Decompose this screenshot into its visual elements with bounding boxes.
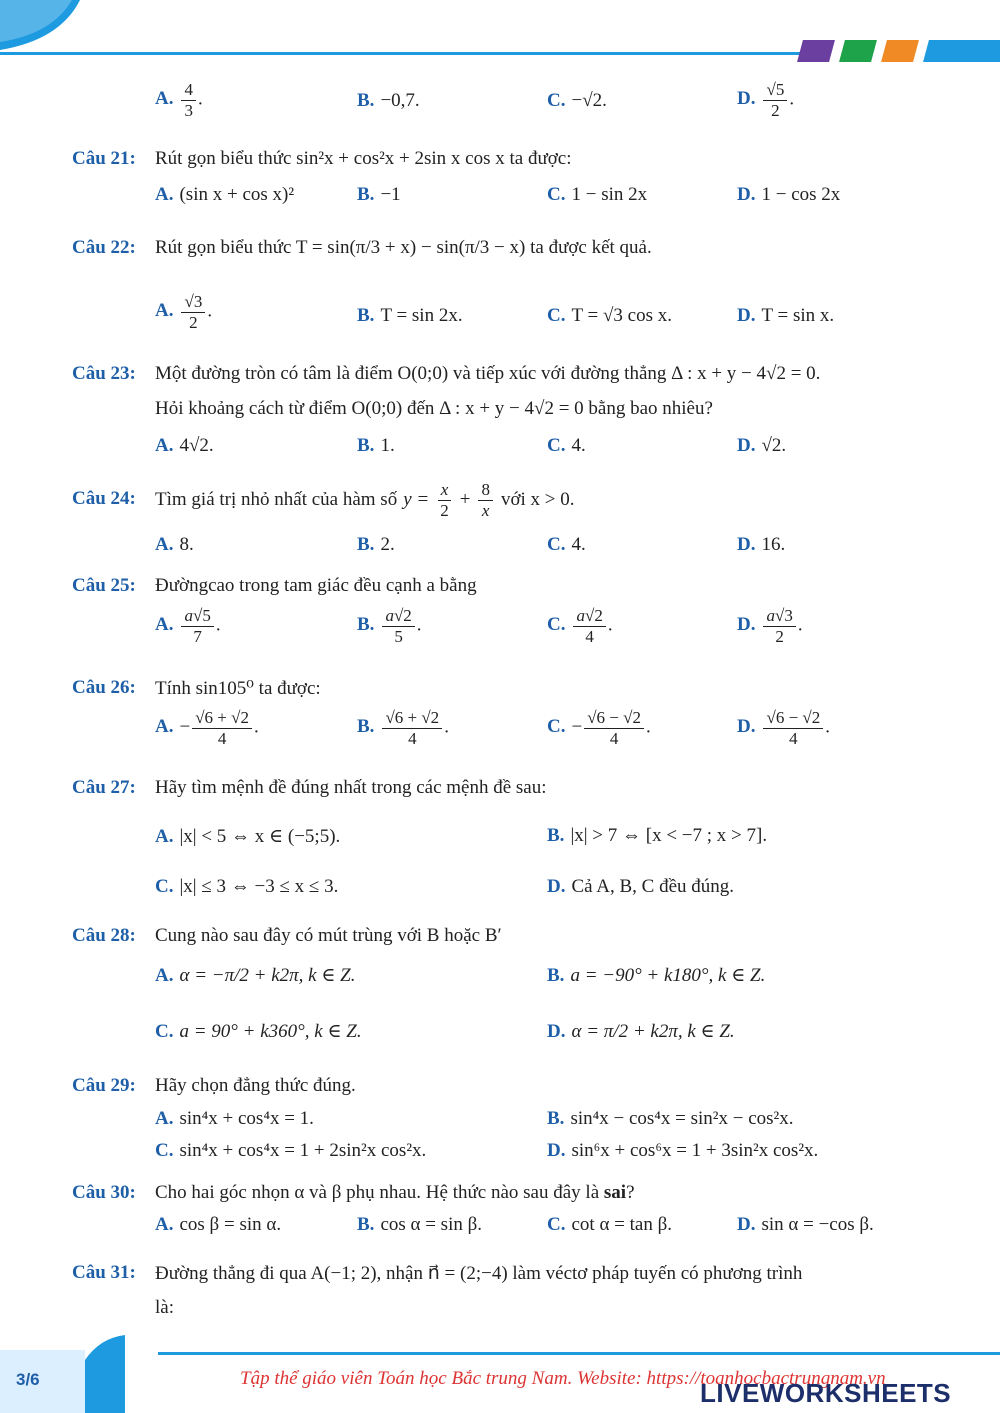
option-c[interactable]: C. |x| ≤ 3 ⇔ −3 ≤ x ≤ 3. bbox=[155, 876, 339, 897]
question-text: Tính sin105⁰ ta được: bbox=[155, 678, 321, 699]
question-text: Tìm giá trị nhỏ nhất của hàm số y = $\frac{x}{2}$ + $\frac{8}{x}$ với x > 0. bbox=[155, 479, 575, 520]
option-b[interactable]: B. a = −90° + k180°, k ∈ Z. bbox=[547, 965, 766, 986]
option-d[interactable]: D. sin⁶x + cos⁶x = 1 + 3sin²x cos²x. bbox=[547, 1140, 819, 1161]
option-a[interactable]: A. |x| < 5 ⇔ x ∈ (−5;5). bbox=[155, 826, 341, 847]
option-c[interactable]: C. sin⁴x + cos⁴x = 1 + 2sin²x cos²x. bbox=[155, 1140, 427, 1161]
option-b[interactable]: B. $\frac{√6 + √2}{4}$ . bbox=[357, 708, 449, 748]
option-a[interactable]: A. 8. bbox=[155, 534, 194, 555]
option-c[interactable]: C. T = √3 cos x. bbox=[547, 305, 672, 326]
option-b[interactable]: B. 1. bbox=[357, 435, 395, 456]
option-a[interactable]: A. sin⁴x + cos⁴x = 1. bbox=[155, 1108, 314, 1129]
question-label: Câu 28: bbox=[72, 925, 136, 946]
option-b[interactable]: B. $\frac{a√2}{5}$ . bbox=[357, 606, 422, 646]
question-text: Cung nào sau đây có mút trùng với B hoặc B′ bbox=[155, 925, 502, 946]
option-d[interactable]: D. √2. bbox=[737, 435, 787, 456]
option-c[interactable]: C. 4. bbox=[547, 435, 586, 456]
option-d[interactable]: D. 16. bbox=[737, 534, 786, 555]
option-a[interactable]: A. $\frac{4}{3}$ . bbox=[155, 80, 203, 120]
liveworksheets-logo: LIVEWORKSHEETS bbox=[700, 1378, 952, 1408]
option-a[interactable]: A. $\frac{a√5}{7}$ . bbox=[155, 606, 221, 646]
option-d[interactable]: D. $\frac{a√3}{2}$ . bbox=[737, 606, 803, 646]
option-c[interactable]: C. −√2. bbox=[547, 90, 607, 111]
question-text: Hãy chọn đẳng thức đúng. bbox=[155, 1075, 356, 1096]
option-d[interactable]: D. T = sin x. bbox=[737, 305, 835, 326]
option-b[interactable]: B. T = sin 2x. bbox=[357, 305, 463, 326]
header-bar-blue bbox=[923, 40, 1000, 62]
option-a[interactable]: A. α = −π/2 + k2π, k ∈ Z. bbox=[155, 965, 356, 986]
question-label: Câu 29: bbox=[72, 1075, 136, 1096]
question-label: Câu 23: bbox=[72, 363, 136, 384]
option-c[interactable]: C. $\frac{a√2}{4}$ . bbox=[547, 606, 613, 646]
option-b[interactable]: B. 2. bbox=[357, 534, 395, 555]
option-d[interactable]: D. sin α = −cos β. bbox=[737, 1214, 874, 1235]
option-b[interactable]: B. |x| > 7 ⇔ [x < −7 ; x > 7]. bbox=[547, 825, 768, 846]
option-d[interactable]: D. Cả A, B, C đều đúng. bbox=[547, 876, 735, 897]
question-label: Câu 24: bbox=[72, 488, 136, 509]
option-b[interactable]: B. cos α = sin β. bbox=[357, 1214, 483, 1235]
option-c[interactable]: C. a = 90° + k360°, k ∈ Z. bbox=[155, 1021, 362, 1042]
header-bar-green bbox=[839, 40, 877, 62]
option-b[interactable]: B. −1 bbox=[357, 184, 401, 205]
question-text: Đường thẳng đi qua A(−1; 2), nhận n⃗ = (2;−4) làm véctơ pháp tuyến có phương trình bbox=[155, 1263, 803, 1284]
option-a[interactable]: A. 4√2. bbox=[155, 435, 214, 456]
option-a[interactable]: A. (sin x + cos x)² bbox=[155, 184, 295, 205]
question-text-line2: Hỏi khoảng cách từ điểm O(0;0) đến Δ : x + y − 4√2 = 0 bằng bao nhiêu? bbox=[155, 398, 713, 419]
page-number: 3/6 bbox=[16, 1370, 40, 1389]
option-a[interactable]: A. cos β = sin α. bbox=[155, 1214, 282, 1235]
question-text: Rút gọn biểu thức sin²x + cos²x + 2sin x cos x ta được: bbox=[155, 148, 572, 169]
question-label: Câu 26: bbox=[72, 677, 136, 698]
question-text: Đườngcao trong tam giác đều cạnh a bằng bbox=[155, 575, 477, 596]
option-a[interactable]: A. $\frac{√3}{2}$ . bbox=[155, 292, 213, 332]
option-d[interactable]: D. $\frac{√6 - √2}{4}$ . bbox=[737, 708, 830, 748]
question-label: Câu 25: bbox=[72, 575, 136, 596]
option-d[interactable]: D. 1 − cos 2x bbox=[737, 184, 841, 205]
question-label: Câu 21: bbox=[72, 148, 136, 169]
option-b[interactable]: B. sin⁴x − cos⁴x = sin²x − cos²x. bbox=[547, 1108, 794, 1129]
question-text: Một đường tròn có tâm là điểm O(0;0) và tiếp xúc với đường thẳng Δ : x + y − 4√2 = 0. bbox=[155, 363, 821, 384]
option-c[interactable]: C. cot α = tan β. bbox=[547, 1214, 672, 1235]
question-text-line2: là: bbox=[155, 1297, 174, 1318]
question-label: Câu 27: bbox=[72, 777, 136, 798]
footer-website[interactable]: Tập thể giáo viên Toán học Bắc trung Nam. Website: https://toanhocbactrungnam.vn bbox=[240, 1368, 886, 1389]
option-a[interactable]: A. − $\frac{√6 + √2}{4}$ . bbox=[155, 708, 259, 748]
header-bar-orange bbox=[881, 40, 919, 62]
header-bar-purple bbox=[797, 40, 835, 62]
question-label: Câu 30: bbox=[72, 1182, 136, 1203]
question-text: Cho hai góc nhọn α và β phụ nhau. Hệ thức nào sau đây là sai? bbox=[155, 1182, 635, 1203]
option-d[interactable]: D. $\frac{√5}{2}$ . bbox=[737, 80, 795, 120]
question-label: Câu 22: bbox=[72, 237, 136, 258]
option-c[interactable]: C. − $\frac{√6 - √2}{4}$ . bbox=[547, 708, 651, 748]
question-label: Câu 31: bbox=[72, 1262, 136, 1283]
option-d[interactable]: D. α = π/2 + k2π, k ∈ Z. bbox=[547, 1021, 735, 1042]
question-text: Rút gọn biểu thức T = sin(π/3 + x) − sin(π/3 − x) ta được kết quả. bbox=[155, 237, 652, 258]
option-b[interactable]: B. −0,7. bbox=[357, 90, 420, 111]
option-c[interactable]: C. 4. bbox=[547, 534, 586, 555]
option-c[interactable]: C. 1 − sin 2x bbox=[547, 184, 648, 205]
question-text: Hãy tìm mệnh đề đúng nhất trong các mệnh đề sau: bbox=[155, 777, 547, 798]
